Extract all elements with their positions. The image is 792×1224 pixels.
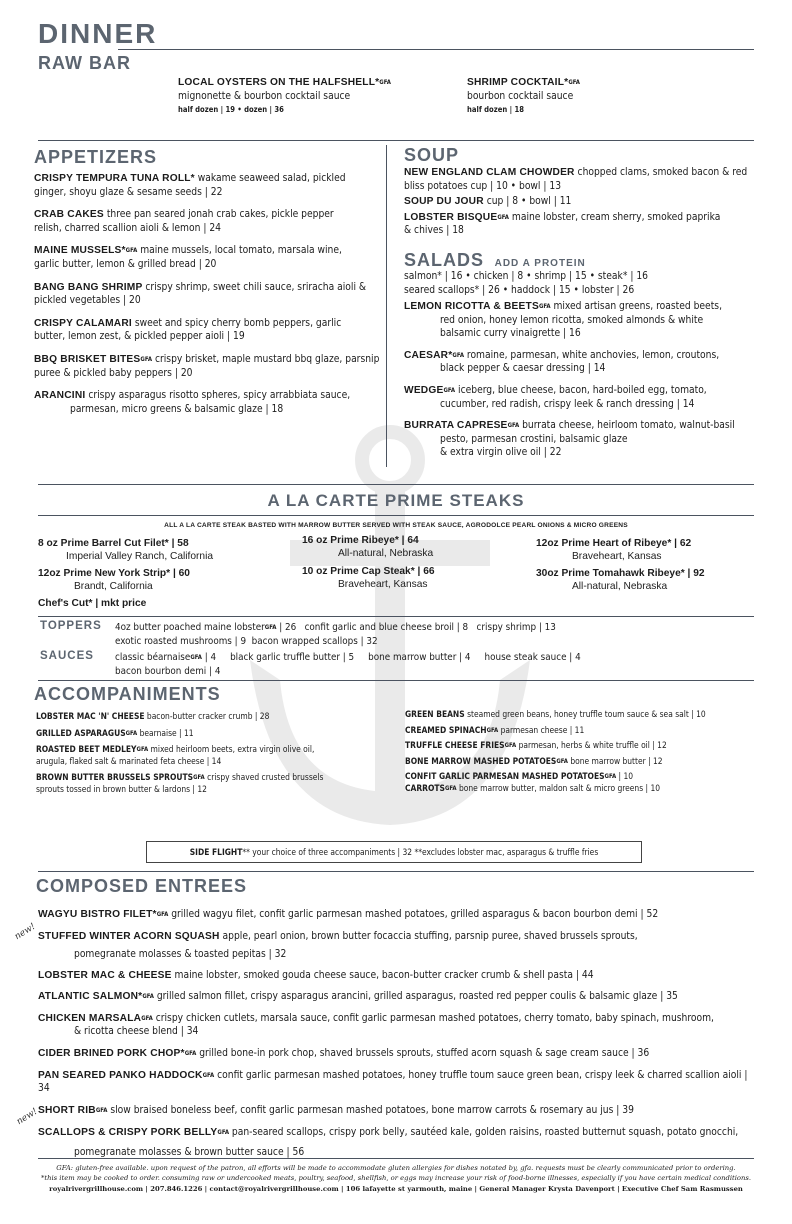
steak-item: 16 oz Prime Ribeye* | 64 All-natural, Nebraska — [302, 535, 434, 559]
steak-item: 10 oz Prime Cap Steak* | 66 Braveheart, Kansas — [302, 566, 435, 590]
accompaniment-item: CREAMED $SPINACH^{GFA}$ parmesan cheese | 11 — [405, 724, 585, 735]
new-badge: new! — [15, 1106, 40, 1128]
new-badge: new! — [13, 921, 38, 943]
salads-list — [404, 300, 756, 460]
accompaniments-heading: ACCOMPANIMENTS — [34, 684, 221, 704]
section-rule — [38, 1158, 754, 1159]
appetizer-item: BBQ BRISKET $BITES^{GFA}$ crispy brisket, maple mustard bbq glaze, parsnip puree & pickled baby peppers | 20 — [34, 353, 380, 379]
toppers-label: TOPPERS — [40, 620, 102, 632]
footer-contact: royalrivergrillhouse.com | 207.846.1226 | contact@royalrivergrillhouse.com | 106 lafayette st yarmouth, maine | General Manager Krysta Davenport | Executive Chef Sam Rasmussen — [49, 1184, 743, 1193]
accompaniment-item: BROWN BUTTER BRUSSELS $SPROUTS^{GFA}$ crispy shaved crusted brussels sprouts tossed in brown butter & lardons | 12 — [36, 772, 324, 794]
accompaniment-item: $CARROTS^{GFA}$ bone marrow butter, maldon salt & micro greens | 10 — [405, 782, 661, 793]
salads-heading: SALADS — [404, 250, 485, 270]
entree-item: ATLANTIC SALMON*$^{GFA}$ grilled salmon fillet, crispy asparagus arancini, grilled asparagus, roasted red pepper coulis & balsamic glaze | 35 — [38, 991, 678, 1003]
salad-proteins — [404, 270, 754, 297]
salad-item: LEMON RICOTTA & $BEETS^{GFA}$ mixed artisan greens, roasted beets, red onion, honey lemon ricotta, smoked almonds & white balsamic curry vinaigrette | 16 — [404, 301, 722, 340]
appetizer-item: CRISPY TEMPURA TUNA ROLL* wakame seaweed salad, pickled ginger, shoyu glaze & sesame seeds | 22 — [34, 173, 346, 198]
entree-item: SCALLOPS & CRISPY PORK $BELLY^{GFA}$ pan-seared scallops, crispy pork belly, sautéed kale, golden raisins, roasted butternut squash, potato gnocchi, pomegranate molasses & brown butter sauce | 56 — [38, 1127, 739, 1159]
salads-heading-row — [404, 250, 586, 271]
accompaniment-item: ROASTED BEET $MEDLEY^{GFA}$ mixed heirloom beets, extra virgin olive oil, arugula, flaked salt & marinated feta cheese | 14 — [36, 744, 315, 766]
accompaniment-item: GRILLED $ASPARAGUS^{GFA}$ bearnaise | 11 — [36, 727, 194, 738]
title-rule — [118, 49, 754, 50]
footer-raw-warning: *this item may be cooked to order. consuming raw or undercooked meats, poultry, seafood, shellfish, or eggs may increase your risk of food-borne illnesses, especially if you have certain medical conditions. — [40, 1174, 752, 1183]
item-price: half dozen | 18 — [467, 105, 524, 115]
accompaniment-item: GREEN BEANS steamed green beans, honey truffle toum sauce & sea salt | 10 — [405, 709, 706, 719]
appetizers-list — [34, 172, 382, 416]
item-name: LOCAL OYSTERS ON THE HALFSHELL* — [178, 77, 380, 88]
gfa-mark: GFA — [379, 79, 391, 86]
salad-item: CAESAR*$^{GFA}$ romaine, parmesan, white anchovies, lemon, croutons, black pepper & caesar dressing | 14 — [404, 349, 720, 375]
accompaniment-item: CONFIT GARLIC PARMESAN MASHED $POTATOES^{GFA}$ | 10 — [405, 771, 634, 782]
appetizer-item: ARANCINI crispy asparagus risotto spheres, spicy arrabbiata sauce, parmesan, micro greens & balsamic glaze | 18 — [34, 390, 351, 415]
sauces-list: classic béarnaise$^{GFA}$ | 4 black garlic truffle butter | 5 bone marrow butter | 4 house steak sauce | 4 bacon bourbon demi | 4 — [115, 652, 581, 677]
entree-item: LOBSTER MAC & CHEESE maine lobster, smoked gouda cheese sauce, bacon-butter cracker crumb & shell pasta | 44 — [38, 969, 594, 981]
side-flight-text: ** your choice of three accompaniments | 32 **excludes lobster mac, asparagus & truffle fries — [242, 847, 599, 857]
accompaniment-item: BONE MARROW MASHED $POTATOES^{GFA}$ bone marrow butter | 12 — [405, 755, 663, 766]
page-title: DINNER — [38, 18, 158, 49]
entree-item: SHORT $RIB^{GFA}$ slow braised boneless beef, confit garlic parmesan mashed potatoes, bone marrow carrots & rosemary au jus | 39 — [38, 1104, 634, 1116]
protein-line: salmon* | 16 • chicken | 8 • shrimp | 15 • steak* | 16 — [404, 271, 648, 282]
salad-item: $WEDGE^{GFA}$ iceberg, blue cheese, bacon, hard-boiled egg, tomato, cucumber, red radish, crispy leek & ranch dressing | 14 — [404, 384, 707, 410]
column-divider — [386, 145, 387, 467]
appetizer-item: CRISPY CALAMARI sweet and spicy cherry bomb peppers, garlic butter, lemon zest, & pickled pepper aioli | 19 — [34, 317, 342, 343]
salad-item: BURRATA $CAPRESE^{GFA}$ burrata cheese, heirloom tomato, walnut-basil pesto, parmesan crostini, balsamic glaze & extra virgin olive oil | 22 — [404, 420, 735, 459]
sauces-label: SAUCES — [40, 650, 94, 662]
entrees-list — [38, 908, 758, 1163]
chefs-cut: Chef's Cut* | mkt price — [38, 598, 147, 609]
steak-item: 12oz Prime New York Strip* | 60 Brandt, California — [38, 568, 190, 592]
section-rule — [38, 871, 754, 872]
protein-line: seared scallops* | 26 • haddock | 15 • lobster | 26 — [404, 284, 635, 296]
item-desc: bourbon cocktail sauce — [467, 90, 574, 102]
entree-item: WAGYU BISTRO FILET*$^{GFA}$ grilled wagyu filet, confit garlic parmesan mashed potatoes, grilled asparagus & bacon bourbon demi | 52 — [38, 909, 659, 920]
raw-bar-shrimp — [467, 76, 580, 117]
steaks-heading: A LA CARTE PRIME STEAKS — [267, 491, 525, 510]
raw-bar-heading: RAW BAR — [38, 53, 131, 73]
footer — [38, 1163, 754, 1194]
appetizer-item: MAINE MUSSELS*$^{GFA}$ maine mussels, local tomato, marsala wine, garlic butter, lemon & grilled bread | 20 — [34, 245, 342, 270]
item-desc: mignonette & bourbon cocktail sauce — [178, 90, 351, 102]
appetizer-item: CRAB CAKES three pan seared jonah crab cakes, pickle pepper relish, charred scallion aioli & lemon | 24 — [34, 209, 334, 234]
accompaniments-right — [405, 709, 755, 795]
appetizers-heading: APPETIZERS — [34, 147, 158, 167]
soup-item: SOUP DU JOUR cup | 8 • bowl | 11 — [404, 196, 572, 208]
entrees-heading: COMPOSED ENTREES — [36, 876, 248, 896]
accompaniment-item: LOBSTER MAC 'N' CHEESE bacon-butter cracker crumb | 28 — [36, 711, 270, 721]
steaks-note: ALL A LA CARTE STEAK BASTED WITH MARROW BUTTER SERVED WITH STEAK SAUCE, AGRODOLCE PEARL ONIONS & MICRO GREENS — [164, 522, 628, 529]
gfa-mark: GFA — [568, 79, 580, 86]
entree-item: CIDER BRINED PORK CHOP*$^{GFA}$ grilled bone-in pork chop, shaved brussels sprouts, stuffed acorn squash & sage cream sauce | 36 — [38, 1047, 650, 1059]
toppers-list: 4oz butter poached maine lobster$^{GFA}$ | 26 confit garlic and blue cheese broil | 8 crispy shrimp | 13 exotic roasted mushrooms | 9 bacon wrapped scallops | 32 — [115, 622, 556, 647]
soup-item: LOBSTER $BISQUE^{GFA}$ maine lobster, cream sherry, smoked paprika & chives | 18 — [404, 211, 721, 237]
steak-item: 12oz Prime Heart of Ribeye* | 62 Braveheart, Kansas — [536, 538, 692, 562]
accompaniments-left — [36, 711, 386, 796]
section-rule — [38, 484, 754, 485]
raw-bar-oysters — [178, 76, 391, 117]
soup-item: NEW ENGLAND CLAM CHOWDER chopped clams, smoked bacon & red bliss potatoes cup | 10 • bowl | 13 — [404, 167, 748, 192]
steak-item: 30oz Prime Tomahawk Ribeye* | 92 All-natural, Nebraska — [536, 568, 705, 592]
entree-item: CHICKEN $MARSALA^{GFA}$ crispy chicken cutlets, marsala sauce, confit garlic parmesan mashed potatoes, cherry tomato, baby spinach, mushroom, & ricotta cheese blend | 34 — [38, 1012, 714, 1038]
section-rule — [38, 140, 754, 141]
side-flight-name: SIDE FLIGHT — [189, 847, 243, 857]
footer-gfa-note: GFA: gluten-free available. upon request of the patron, all efforts will be made to accommodate gluten allergies for dishes notated by, gfa. requests must be clearly communicated prior to ordering. — [56, 1164, 736, 1172]
item-name: SHRIMP COCKTAIL* — [467, 77, 569, 88]
side-flight-box — [146, 841, 642, 863]
soup-heading: SOUP — [404, 145, 460, 165]
entree-item: PAN SEARED PANKO $HADDOCK^{GFA}$ confit garlic parmesan mashed potatoes, honey truffle toum sauce green bean, crispy leek & charred scallion aioli | 34 — [38, 1069, 748, 1095]
salads-subheading: ADD A PROTEIN — [494, 258, 586, 269]
steak-item: 8 oz Prime Barrel Cut Filet* | 58 Imperial Valley Ranch, California — [38, 538, 214, 562]
accompaniment-item: TRUFFLE CHEESE $FRIES^{GFA}$ parmesan, herbs & white truffle oil | 12 — [405, 740, 667, 751]
section-rule — [38, 515, 754, 516]
section-rule — [38, 616, 754, 617]
section-rule — [38, 680, 754, 681]
appetizer-item: BANG BANG SHRIMP crispy shrimp, sweet chili sauce, sriracha aioli & pickled vegetables | 20 — [34, 281, 367, 307]
entree-item: STUFFED WINTER ACORN SQUASH apple, pearl onion, brown butter focaccia stuffing, parsnip puree, shaved brussels sprouts, pomegranate molasses & toasted pepitas | 32 — [38, 930, 638, 960]
item-price: half dozen | 19 • dozen | 36 — [178, 105, 284, 115]
soup-list — [404, 166, 754, 238]
